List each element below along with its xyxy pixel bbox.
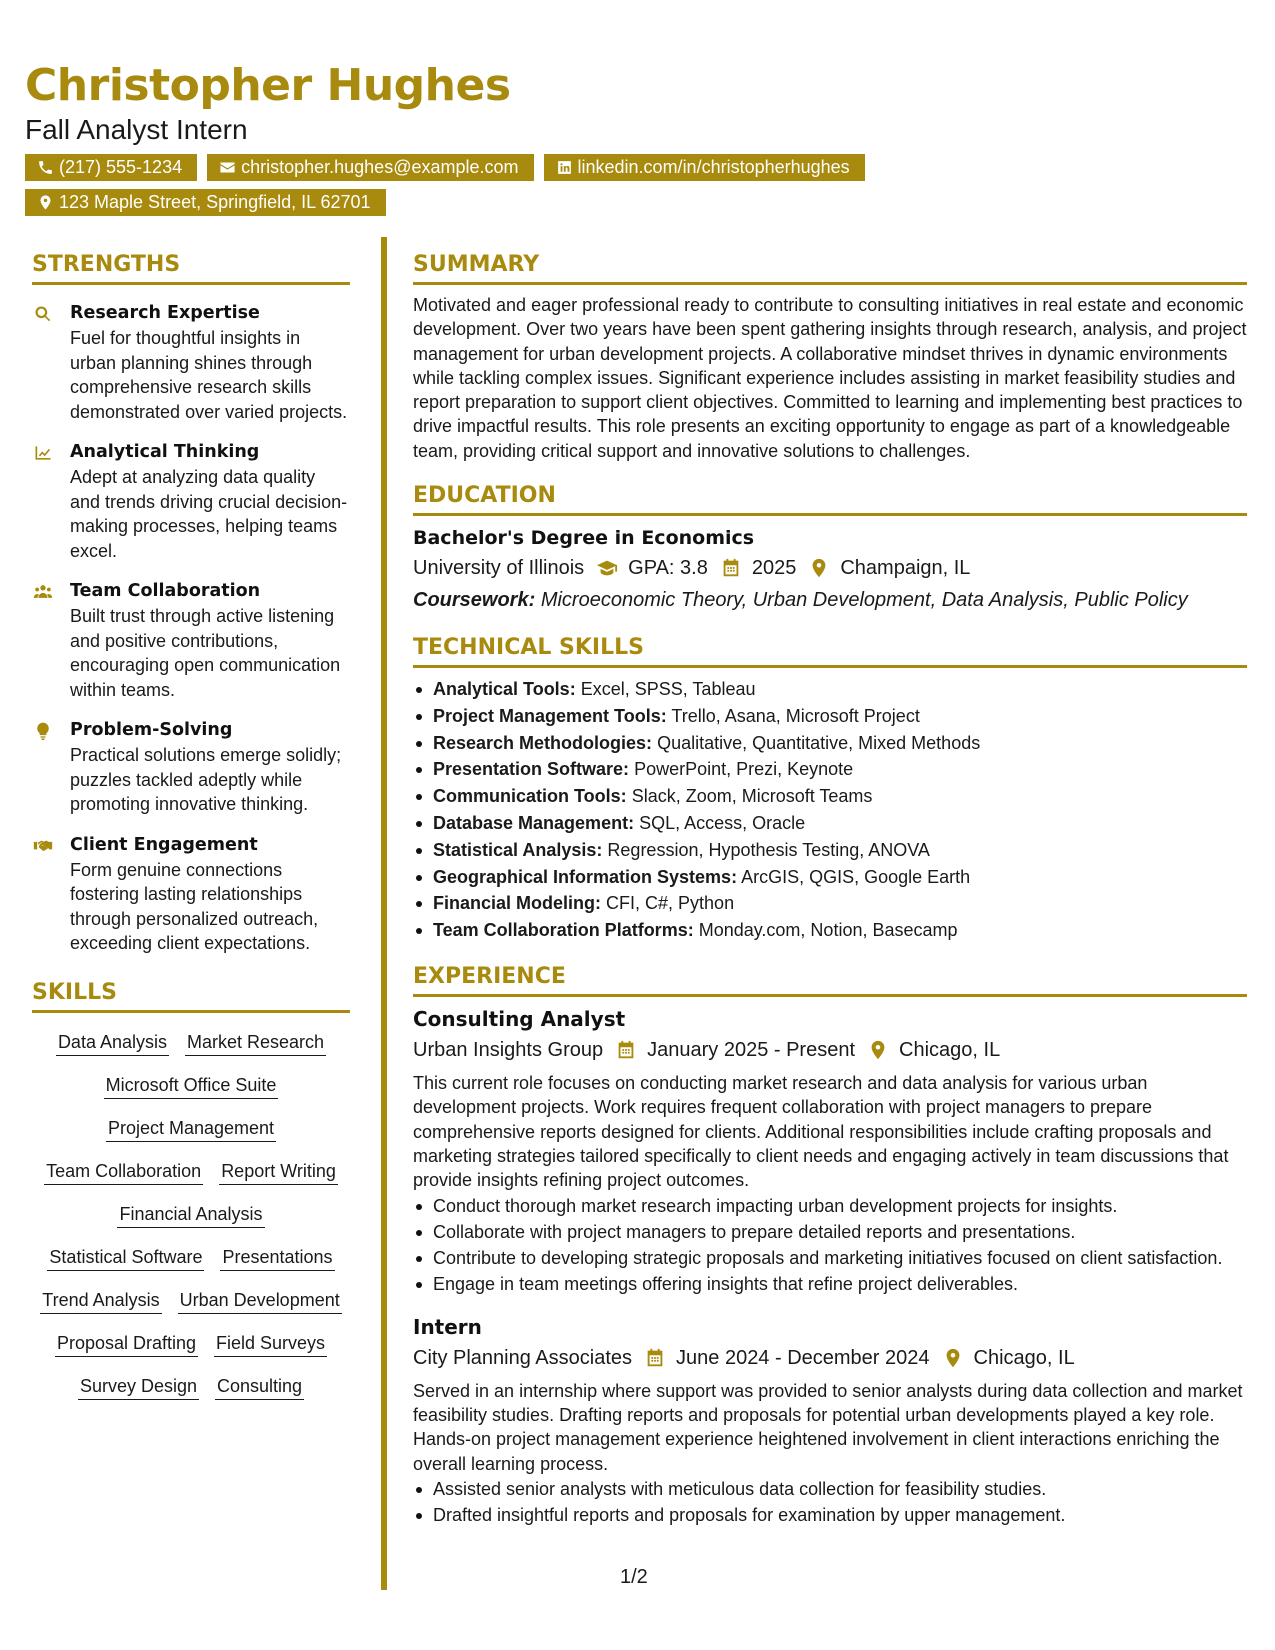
skills-list bbox=[32, 1031, 350, 1400]
job-dates: June 2024 - December 2024 bbox=[676, 1346, 930, 1369]
contact-bar bbox=[25, 154, 945, 216]
map-pin-icon bbox=[37, 194, 54, 211]
candidate-name: Christopher Hughes bbox=[25, 60, 511, 111]
users-icon bbox=[32, 582, 54, 602]
skill-tag: Report Writing bbox=[219, 1160, 338, 1185]
column-divider bbox=[381, 237, 387, 1590]
coursework-list: Microeconomic Theory, Urban Development, Data Analysis, Public Policy bbox=[540, 589, 1188, 612]
tech-label: Research Methodologies: bbox=[433, 732, 653, 753]
tech-value: PowerPoint, Prezi, Keynote bbox=[634, 759, 854, 780]
address-chip bbox=[25, 189, 386, 216]
tech-value: SQL, Access, Oracle bbox=[639, 813, 806, 834]
calendar-icon bbox=[615, 1039, 637, 1061]
linkedin-icon bbox=[556, 159, 573, 176]
list-item bbox=[413, 703, 1247, 730]
email-text: christopher.hughes@example.com bbox=[241, 157, 519, 177]
school-name: University of Illinois bbox=[413, 557, 585, 580]
summary-heading: SUMMARY bbox=[413, 250, 1247, 285]
job-dates: January 2025 - Present bbox=[647, 1039, 856, 1062]
skill-tag: Market Research bbox=[185, 1031, 326, 1056]
list-item: Assisted senior analysts with meticulous data collection for feasibility studies. bbox=[413, 1477, 1247, 1501]
education-meta bbox=[413, 553, 1247, 583]
strength-title: Research Expertise bbox=[70, 303, 260, 323]
education-heading: EDUCATION bbox=[413, 481, 1247, 516]
skill-tag: Financial Analysis bbox=[117, 1203, 264, 1228]
skill-tag: Trend Analysis bbox=[40, 1289, 161, 1314]
list-item: Contribute to developing strategic proposals and marketing initiatives focused on client satisfaction. bbox=[413, 1246, 1247, 1270]
strength-title: Analytical Thinking bbox=[70, 442, 260, 462]
phone-icon bbox=[37, 159, 54, 176]
tech-value: ArcGIS, QGIS, Google Earth bbox=[741, 866, 971, 887]
strength-title: Team Collaboration bbox=[70, 581, 261, 601]
job-bullets bbox=[413, 1477, 1247, 1528]
degree-title: Bachelor's Degree in Economics bbox=[413, 527, 755, 550]
tech-label: Geographical Information Systems: bbox=[433, 866, 738, 887]
list-item bbox=[413, 756, 1247, 783]
tech-label: Financial Modeling: bbox=[433, 893, 602, 914]
address-text: 123 Maple Street, Springfield, IL 62701 bbox=[59, 192, 371, 212]
school-location: Champaign, IL bbox=[840, 557, 971, 580]
tech-value: Monday.com, Notion, Basecamp bbox=[698, 920, 958, 941]
linkedin-text: linkedin.com/in/christopherhughes bbox=[577, 157, 850, 177]
resume-header bbox=[25, 60, 1245, 216]
tech-label: Database Management: bbox=[433, 813, 635, 834]
strength-description: Fuel for thoughtful insights in urban planning shines through comprehensive research skills demonstrated over varied projects. bbox=[70, 328, 348, 422]
strength-item bbox=[32, 833, 350, 956]
tech-label: Project Management Tools: bbox=[433, 705, 667, 726]
skill-tag: Team Collaboration bbox=[44, 1160, 203, 1185]
tech-value: Regression, Hypothesis Testing, ANOVA bbox=[607, 839, 930, 860]
job-title: Fall Analyst Intern bbox=[25, 114, 248, 145]
list-item bbox=[413, 917, 1247, 944]
tech-label: Presentation Software: bbox=[433, 759, 630, 780]
job-role: Consulting Analyst bbox=[413, 1007, 626, 1032]
graduation-cap-icon bbox=[596, 557, 618, 579]
strengths-heading: STRENGTHS bbox=[32, 250, 350, 285]
strength-title: Client Engagement bbox=[70, 834, 258, 855]
phone-text: (217) 555-1234 bbox=[59, 157, 183, 177]
list-item bbox=[413, 890, 1247, 917]
job-location: Chicago, IL bbox=[973, 1346, 1075, 1369]
list-item bbox=[413, 810, 1247, 837]
list-item bbox=[413, 783, 1247, 810]
strength-description: Form genuine connections fostering lasting relationships through personalized outreach, exceeding client expectations. bbox=[70, 859, 319, 953]
chart-line-icon bbox=[32, 443, 54, 463]
company-name: Urban Insights Group bbox=[413, 1039, 604, 1062]
tech-value: CFI, C#, Python bbox=[606, 893, 735, 914]
company-name: City Planning Associates bbox=[413, 1346, 633, 1369]
job-meta bbox=[413, 1035, 1247, 1065]
envelope-icon bbox=[219, 159, 236, 176]
tech-value: Qualitative, Quantitative, Mixed Methods bbox=[657, 732, 981, 753]
strength-title: Problem-Solving bbox=[70, 720, 233, 740]
map-pin-icon bbox=[808, 557, 830, 579]
strength-description: Practical solutions emerge solidly; puzzles tackled adeptly while promoting innovative thinking. bbox=[70, 745, 342, 814]
gpa: GPA: 3.8 bbox=[628, 557, 708, 580]
job-meta bbox=[413, 1343, 1247, 1373]
strength-item bbox=[32, 301, 350, 424]
calendar-icon bbox=[720, 557, 742, 579]
graduation-year: 2025 bbox=[751, 557, 797, 580]
coursework bbox=[413, 585, 1247, 615]
map-pin-icon bbox=[867, 1039, 889, 1061]
tech-value: Trello, Asana, Microsoft Project bbox=[671, 705, 920, 726]
left-column bbox=[32, 250, 350, 1400]
job-location: Chicago, IL bbox=[899, 1039, 1001, 1062]
right-column bbox=[413, 250, 1247, 1530]
strength-item bbox=[32, 440, 350, 563]
job-description: Served in an internship where support was provided to senior analysts during data collection and market feasibility studies. Drafting reports and proposals for potential urban developments played a key role. Hands-on project management experience heightened involvement in client interactions enriching the overall learning process. bbox=[413, 1380, 1243, 1474]
tech-label: Communication Tools: bbox=[433, 786, 627, 807]
list-item: Drafted insightful reports and proposals for examination by upper management. bbox=[413, 1503, 1247, 1527]
job-description: This current role focuses on conducting market research and data analysis for various urban development projects. Work requires frequent collaboration with project managers to prepare comprehensive reports designed for clients. Additional responsibilities include crafting proposals and marketing strategies tailored specifically to client needs and engaging actively in team discussions that provide insights refining project outcomes. bbox=[413, 1073, 1229, 1191]
strength-description: Adept at analyzing data quality and trends driving crucial decision-making processes, helping teams excel. bbox=[70, 467, 348, 561]
technical-skills-list bbox=[413, 676, 1247, 944]
tech-label: Team Collaboration Platforms: bbox=[433, 920, 694, 941]
tech-value: Excel, SPSS, Tableau bbox=[580, 679, 756, 700]
skill-tag: Microsoft Office Suite bbox=[104, 1074, 279, 1099]
calendar-icon bbox=[644, 1347, 666, 1369]
list-item bbox=[413, 837, 1247, 864]
list-item: Collaborate with project managers to prepare detailed reports and presentations. bbox=[413, 1220, 1247, 1244]
list-item bbox=[413, 864, 1247, 891]
lightbulb-icon bbox=[32, 721, 54, 741]
strength-item bbox=[32, 579, 350, 702]
skill-tag: Project Management bbox=[106, 1117, 276, 1142]
tech-label: Statistical Analysis: bbox=[433, 839, 603, 860]
email-chip[interactable] bbox=[207, 154, 533, 181]
search-icon bbox=[32, 304, 54, 324]
skill-tag: Field Surveys bbox=[214, 1332, 327, 1357]
skill-tag: Consulting bbox=[215, 1375, 304, 1400]
job-bullets bbox=[413, 1194, 1247, 1297]
strength-description: Built trust through active listening and positive contributions, encouraging open communication within teams. bbox=[70, 606, 341, 700]
phone-chip[interactable] bbox=[25, 154, 197, 181]
skill-tag: Proposal Drafting bbox=[55, 1332, 198, 1357]
handshake-icon bbox=[32, 836, 54, 856]
skills-heading: SKILLS bbox=[32, 978, 350, 1013]
linkedin-chip[interactable] bbox=[544, 154, 865, 181]
skill-tag: Presentations bbox=[220, 1246, 334, 1271]
skill-tag: Data Analysis bbox=[56, 1031, 169, 1056]
list-item: Conduct thorough market research impacting urban development projects for insights. bbox=[413, 1194, 1247, 1218]
page-number: 1/2 bbox=[620, 1566, 648, 1588]
strength-item bbox=[32, 718, 350, 817]
skill-tag: Urban Development bbox=[178, 1289, 342, 1314]
summary-text: Motivated and eager professional ready to contribute to consulting initiatives in real estate and economic development. Over two years have been spent gathering insights through research, analysis, and project management for urban development projects. A collaborative mindset thrives in dynamic environments while tackling complex issues. Significant experience includes assisting in market feasibility studies and report preparation to support client objectives. Committed to learning and implementing best practices to drive impactful results. This role presents an exciting opportunity to engage as part of a knowledgeable team, providing critical support and innovative solutions to challenges. bbox=[413, 295, 1247, 461]
tech-value: Slack, Zoom, Microsoft Teams bbox=[631, 786, 873, 807]
technical-skills-heading: TECHNICAL SKILLS bbox=[413, 633, 1247, 668]
skill-tag: Statistical Software bbox=[47, 1246, 204, 1271]
experience-heading: EXPERIENCE bbox=[413, 962, 1247, 997]
list-item bbox=[413, 676, 1247, 703]
list-item bbox=[413, 730, 1247, 757]
tech-label: Analytical Tools: bbox=[433, 679, 576, 700]
job-role: Intern bbox=[413, 1314, 482, 1339]
map-pin-icon bbox=[942, 1347, 964, 1369]
coursework-label: Coursework: bbox=[413, 589, 536, 612]
list-item: Engage in team meetings offering insights that refine project deliverables. bbox=[413, 1272, 1247, 1296]
skill-tag: Survey Design bbox=[78, 1375, 199, 1400]
